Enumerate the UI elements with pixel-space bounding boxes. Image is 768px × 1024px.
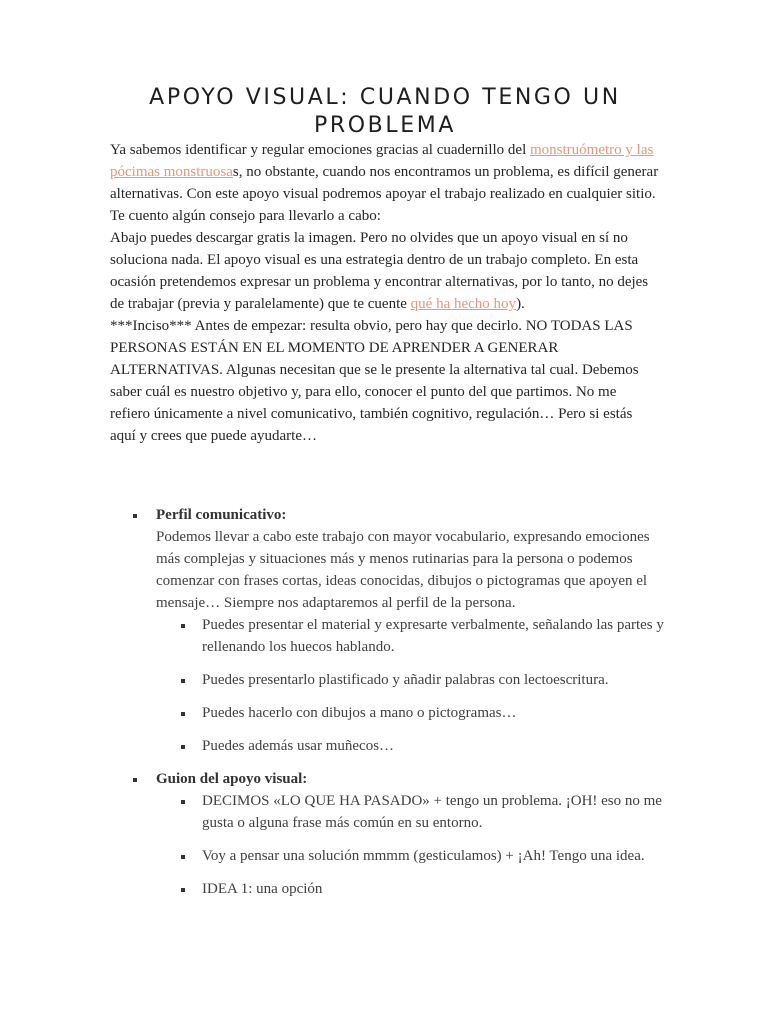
intro-paragraph-2 bbox=[110, 227, 660, 315]
list-item bbox=[156, 878, 670, 900]
list-item-text: Puedes además usar muñecos… bbox=[202, 738, 395, 754]
intro-p2-text-continued: ). bbox=[516, 296, 525, 312]
section-heading: Perfil comunicativo: bbox=[156, 507, 287, 523]
square-bullet-icon bbox=[133, 514, 137, 518]
list-item-text: Puedes presentar el material y expresarte verbalmente, señalando las partes y rellenando los huecos hablando. bbox=[202, 617, 664, 655]
square-bullet-icon bbox=[181, 745, 185, 749]
list-item-text: Puedes presentarlo plastificado y añadir palabras con lectoescritura. bbox=[202, 672, 609, 688]
square-bullet-icon bbox=[133, 778, 137, 782]
square-bullet-icon bbox=[181, 679, 185, 683]
intro-paragraph-3: ***Inciso*** Antes de empezar: resulta obvio, pero hay que decirlo. NO TODAS LAS PERSONAS ESTÁN EN EL MOMENTO DE APRENDER A GENERAR ALTERNATIVAS. Algunas necesitan que se le presente la alternativa tal cual. Debemos saber cuál es nuestro objetivo y, para ello, conocer el punto del que partimos. No me refiero únicamente a nivel comunicativo, también cognitivo, regulación… Pero si estás aquí y crees que puede ayudarte… bbox=[110, 318, 639, 444]
section-list bbox=[110, 504, 670, 911]
list-item bbox=[156, 614, 670, 658]
list-item-text: DECIMOS «LO QUE HA PASADO» + tengo un problema. ¡OH! eso no me gusta o alguna frase más común en su entorno. bbox=[202, 793, 662, 831]
list-item-text: Puedes hacerlo con dibujos a mano o pictogramas… bbox=[202, 705, 517, 721]
section-guion-apoyo-visual bbox=[110, 768, 670, 900]
square-bullet-icon bbox=[181, 712, 185, 716]
square-bullet-icon bbox=[181, 888, 185, 892]
list-item bbox=[156, 845, 670, 867]
intro-p1-text: Ya sabemos identificar y regular emociones gracias al cuadernillo del bbox=[110, 142, 530, 158]
square-bullet-icon bbox=[181, 855, 185, 859]
list-item-text: Voy a pensar una solución mmmm (gesticulamos) + ¡Ah! Tengo una idea. bbox=[202, 848, 645, 864]
que-ha-hecho-hoy-link[interactable]: qué ha hecho hoy bbox=[410, 296, 517, 312]
section-perfil-comunicativo bbox=[110, 504, 670, 757]
sub-list bbox=[156, 790, 670, 900]
monstruometro-link[interactable]: monstruómetro y las pócimas monstruosa bbox=[110, 142, 654, 180]
list-item-text: IDEA 1: una opción bbox=[202, 881, 323, 897]
sub-list bbox=[156, 614, 670, 757]
list-item bbox=[156, 669, 670, 691]
intro-paragraph-1 bbox=[110, 139, 660, 227]
intro-text bbox=[110, 139, 660, 447]
square-bullet-icon bbox=[181, 800, 185, 804]
list-item bbox=[156, 702, 670, 724]
square-bullet-icon bbox=[181, 624, 185, 628]
intro-p2-text: Abajo puedes descargar gratis la imagen. Pero no olvides que un apoyo visual en sí no soluciona nada. El apoyo visual es una estrategia dentro de un trabajo completo. En esta ocasión pretendemos expresar un problema y encontrar alternativas, por lo tanto, no dejes de trabajar (previa y paralelamente) que te cuente bbox=[110, 230, 649, 312]
list-item bbox=[156, 790, 670, 834]
section-description: Podemos llevar a cabo este trabajo con mayor vocabulario, expresando emociones más complejas y situaciones más y menos rutinarias para la persona o podemos comenzar con frases cortas, ideas conocidas, dibujos o pictogramas que apoyen el mensaje… Siempre nos adaptaremos al perfil de la persona. bbox=[156, 529, 650, 611]
page-title: APOYO VISUAL: CUANDO TENGO UN PROBLEMA bbox=[149, 85, 621, 138]
list-item bbox=[156, 735, 670, 757]
section-heading: Guion del apoyo visual: bbox=[156, 771, 308, 787]
intro-p1-text-continued: s, no obstante, cuando nos encontramos un problema, es difícil generar alternativas. Con este apoyo visual podremos apoyar el trabajo realizado en cualquier sitio. Te cuento algún consejo para llevarlo a cabo: bbox=[110, 164, 659, 224]
